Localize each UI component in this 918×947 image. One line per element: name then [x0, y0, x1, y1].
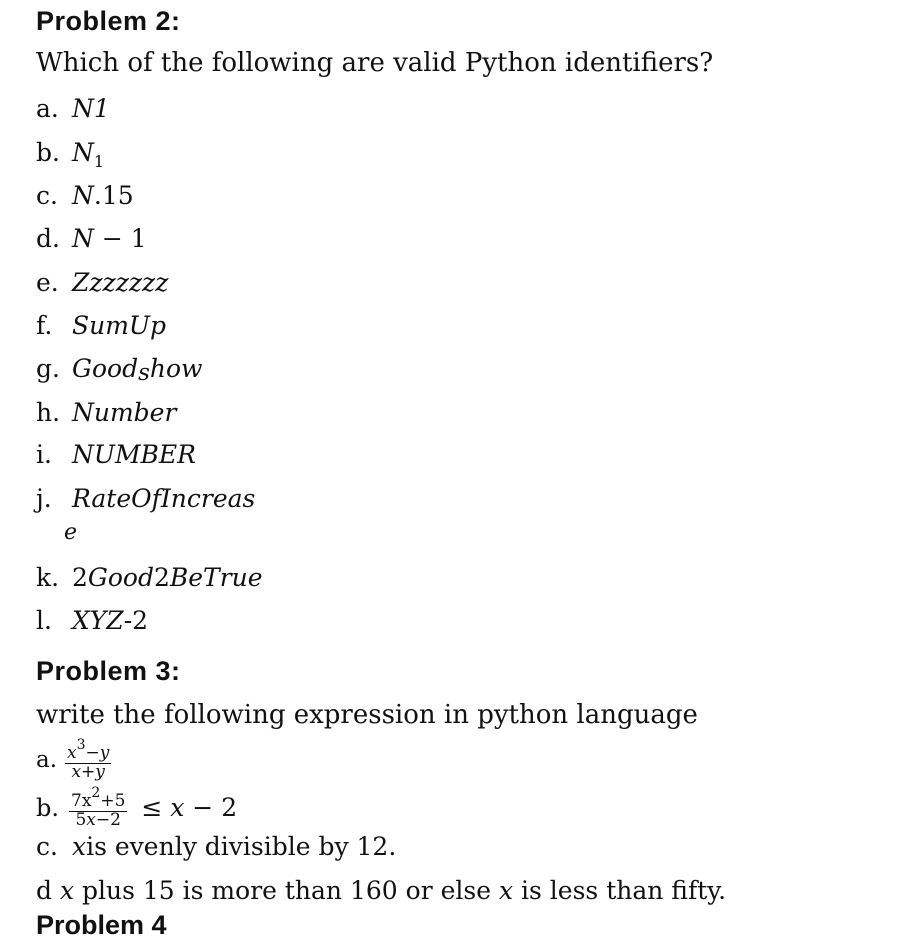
fraction: [65, 738, 111, 782]
problem-3-heading: Problem 3:: [36, 656, 181, 686]
option-l: [36, 606, 148, 635]
identifier: SumUp: [72, 311, 167, 340]
option-a: [36, 94, 110, 123]
identifier-prefix: 2: [72, 563, 88, 592]
identifier-rest: BeTrue: [169, 563, 263, 592]
option-label: d.: [36, 224, 60, 253]
identifier: N: [72, 181, 94, 210]
expression-label: c.: [36, 832, 58, 861]
variable: x: [72, 832, 87, 861]
fraction: [69, 786, 127, 830]
option-e: [36, 268, 168, 297]
expression-d: [36, 876, 726, 905]
option-b: [36, 138, 104, 171]
identifier: Number: [72, 398, 177, 427]
option-f: [36, 311, 166, 340]
option-d: [36, 224, 147, 253]
identifier-rest: how: [149, 354, 203, 383]
option-label: i.: [36, 440, 52, 469]
identifier: NUMBER: [72, 440, 196, 469]
denominator: x+y: [71, 761, 105, 782]
identifier-sub-letter: s: [138, 360, 150, 386]
option-i: [36, 440, 196, 469]
identifier: N: [72, 138, 94, 167]
denominator: 5x−2: [75, 809, 121, 830]
inequality-rhs: ≤ x − 2: [141, 793, 238, 823]
identifier: N1: [72, 94, 110, 123]
expression-a: [36, 738, 111, 782]
expression-text: plus 15 is more than 160 or else: [74, 876, 499, 905]
expression-c: [36, 832, 396, 861]
identifier: N: [72, 224, 94, 253]
option-label: j.: [36, 484, 52, 513]
expression-label: a.: [36, 746, 58, 773]
identifier-subscript: 1: [93, 152, 105, 171]
identifier-suffix: -2: [123, 606, 149, 635]
identifier: Zzzzzzz: [72, 268, 169, 297]
expression-label: d: [36, 876, 53, 905]
identifier: Good: [87, 563, 154, 592]
problem-3-instruction: write the following expression in python language: [36, 700, 698, 730]
numerator: $x^3-y$: [66, 737, 110, 763]
problem-4-heading-cutoff: Problem 4: [36, 910, 167, 940]
option-label: g.: [36, 354, 60, 383]
problem-2-question: Which of the following are valid Python identifiers?: [36, 48, 714, 78]
problem-2-heading: Problem 2:: [36, 6, 181, 36]
expression-label: b.: [36, 793, 59, 822]
option-label: a.: [36, 94, 59, 123]
option-label: c.: [36, 181, 58, 210]
option-j: [36, 484, 255, 513]
option-label: f.: [36, 311, 53, 340]
option-k: [36, 563, 263, 592]
identifier: XYZ: [72, 606, 124, 635]
variable: x: [498, 876, 514, 905]
option-j-wrapped-char: e: [64, 520, 78, 545]
option-label: l.: [36, 606, 52, 635]
option-c: [36, 181, 134, 210]
expression-b: [36, 786, 237, 830]
numerator: $7x^2+5$: [71, 785, 126, 811]
identifier-suffix: − 1: [93, 224, 147, 253]
option-h: [36, 398, 176, 427]
option-label: h.: [36, 398, 61, 427]
expression-text: is evenly divisible by 12.: [86, 832, 397, 861]
option-g: [36, 354, 202, 386]
option-label: b.: [36, 138, 60, 167]
identifier-digit: 2: [153, 563, 170, 592]
identifier: RateOfIncreas: [72, 484, 256, 513]
variable: x: [59, 876, 75, 905]
option-label: k.: [36, 563, 60, 592]
identifier-suffix: .15: [93, 181, 134, 210]
expression-text: is less than fifty.: [513, 876, 727, 905]
option-label: e.: [36, 268, 59, 297]
identifier: Good: [72, 354, 139, 383]
